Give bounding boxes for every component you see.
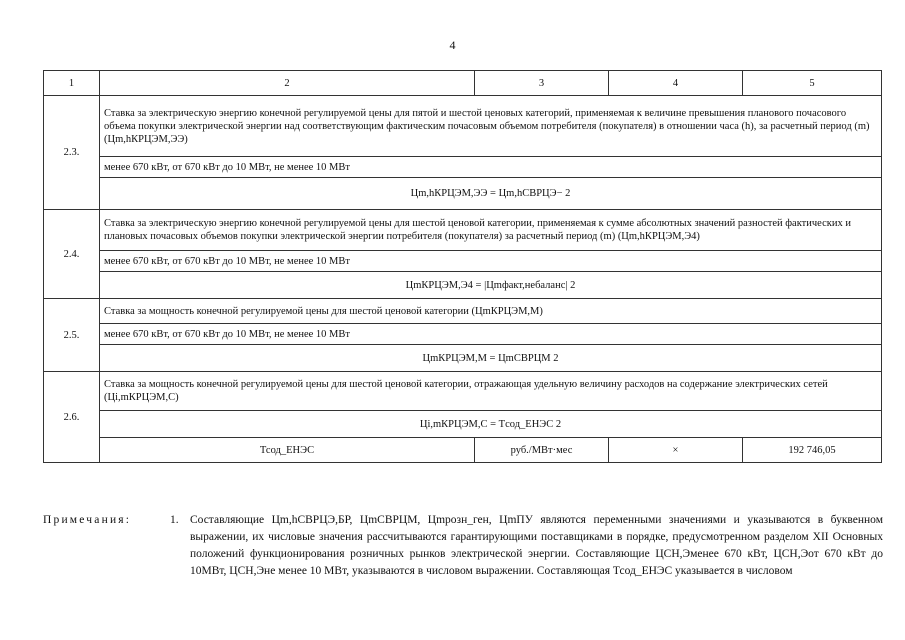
header-cell-4: 4	[609, 71, 743, 96]
row-formula: Цm,hКРЦЭМ,ЭЭ = Цm,hСВРЦЭ− 2	[100, 178, 882, 210]
notes-heading: Примечания:	[43, 514, 132, 526]
table-row	[44, 438, 882, 463]
row-number: 2.3.	[44, 96, 100, 210]
table-row	[44, 372, 882, 411]
header-cell-2: 2	[100, 71, 475, 96]
tariff-table	[43, 70, 882, 463]
header-cell-3: 3	[475, 71, 609, 96]
table-header-row	[44, 71, 882, 96]
notes-text: Составляющие Цm,hСВРЦЭ,БР, ЦmСВРЦМ, Цmрозн_ген, ЦmПУ являются переменными значениями и указываются в буквенном выражении, их числовые значения рассчитываются гарантирующими поставщиками в порядке, предусмотренном разделом XII Основных положений функционирования розничных рынков электрической энергии. Составляющие ЦСН,Эменее 670 кВт, ЦСН,Эот 670 кВт до 10МВт, ЦСН,Эне менее 10 МВт, указываются в числовом выражении. Составляющая Тсод_ЕНЭС указывается в числовом	[190, 514, 883, 577]
table-row	[44, 210, 882, 251]
table-row	[44, 272, 882, 299]
table-row	[44, 299, 882, 324]
table-row	[44, 251, 882, 272]
header-cell-1: 1	[44, 71, 100, 96]
table-row	[44, 178, 882, 210]
col4-cell: ×	[609, 438, 743, 463]
row-title: Ставка за мощность конечной регулируемой цены для шестой ценовой категории (ЦmКРЦЭМ,М)	[100, 299, 882, 324]
row-title: Ставка за электрическую энергию конечной регулируемой цены для пятой и шестой ценовых категорий, применяемая к величине превышения планового почасового объема покупки электрической энергии над соответствующим фактическим почасовым объемом потребителя (покупателя) в отношении часа (h), за расчетный период (m) (Цm,hКРЦЭМ,ЭЭ)	[100, 96, 882, 157]
header-cell-5: 5	[743, 71, 882, 96]
notes-number: 1.	[170, 514, 179, 526]
table-row	[44, 96, 882, 157]
row-title: Ставка за электрическую энергию конечной регулируемой цены для шестой ценовой категории, применяемая к сумме абсолютных значений разностей фактических и плановых почасовых объемов покупки электрической энергии потребителя (покупателя) за расчетный период (m) (Цm,hКРЦЭМ,Э4)	[100, 210, 882, 251]
row-sub: менее 670 кВт, от 670 кВт до 10 МВт, не менее 10 МВт	[100, 324, 882, 345]
row-sub: менее 670 кВт, от 670 кВт до 10 МВт, не менее 10 МВт	[100, 251, 882, 272]
row-number: 2.4.	[44, 210, 100, 299]
unit-cell: руб./МВт·мес	[475, 438, 609, 463]
table-row	[44, 157, 882, 178]
row-number: 2.6.	[44, 372, 100, 463]
row-formula: Цi,mКРЦЭМ,С = Tсод_ЕНЭС 2	[100, 411, 882, 438]
row-formula: ЦmКРЦЭМ,Э4 = |Цmфакт,небаланс| 2	[100, 272, 882, 299]
table-row	[44, 345, 882, 372]
table-row	[44, 324, 882, 345]
page-number: 4	[449, 38, 456, 52]
row-sub: менее 670 кВт, от 670 кВт до 10 МВт, не менее 10 МВт	[100, 157, 882, 178]
table-row	[44, 411, 882, 438]
row-number: 2.5.	[44, 299, 100, 372]
row-title: Ставка за мощность конечной регулируемой цены для шестой ценовой категории, отражающая удельную величину расходов на содержание электрических сетей (Цi,mКРЦЭМ,С)	[100, 372, 882, 411]
value-cell: 192 746,05	[743, 438, 882, 463]
row-formula: ЦmКРЦЭМ,М = ЦmСВРЦМ 2	[100, 345, 882, 372]
param-cell: Тсод_ЕНЭС	[100, 438, 475, 463]
